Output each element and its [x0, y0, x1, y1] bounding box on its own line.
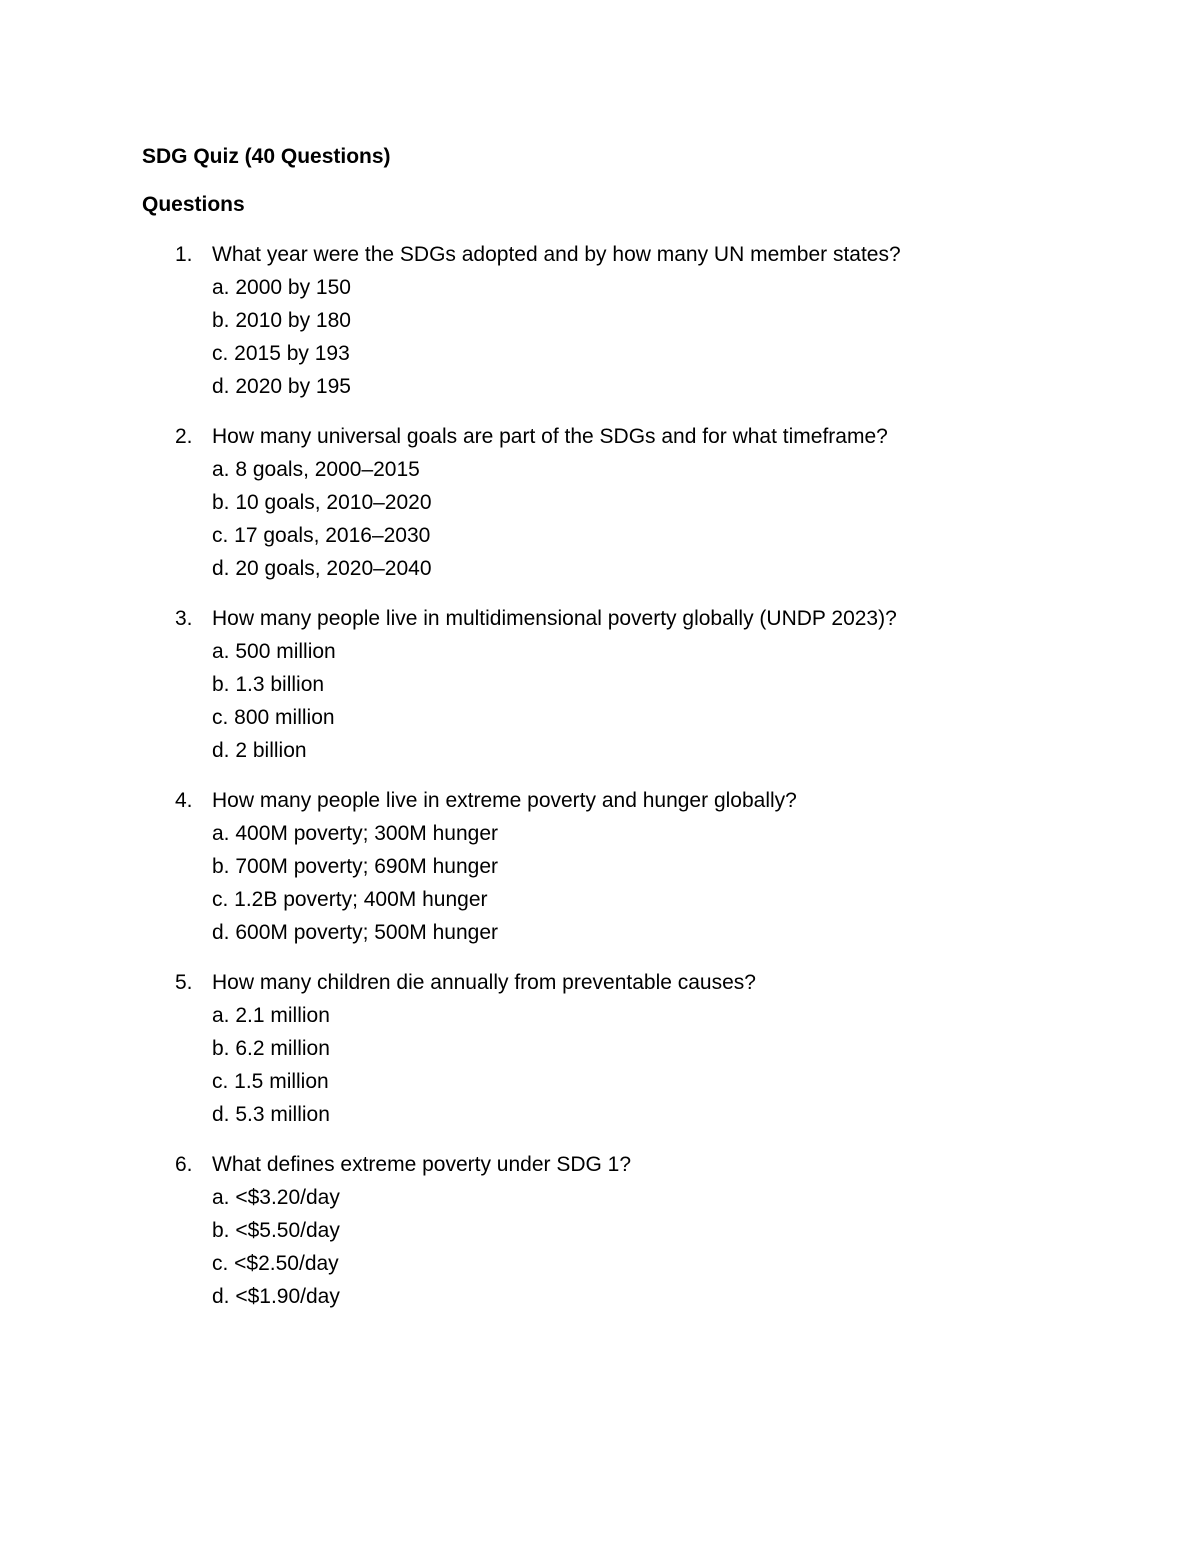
- question-text: What year were the SDGs adopted and by how many UN member states?: [212, 243, 901, 266]
- question-number: 3.: [175, 607, 193, 630]
- option-c: c. 800 million: [212, 706, 335, 729]
- option-b: b. 1.3 billion: [212, 673, 325, 696]
- question-text: What defines extreme poverty under SDG 1?: [212, 1153, 632, 1176]
- question-item: [0, 424, 1100, 582]
- question-number: 5.: [175, 971, 193, 994]
- question-line: [0, 788, 1100, 814]
- option-b: b. 700M poverty; 690M hunger: [212, 855, 499, 878]
- question-number: 6.: [175, 1153, 193, 1176]
- question-text: How many universal goals are part of the SDGs and for what timeframe?: [212, 425, 888, 448]
- question-text: How many people live in multidimensional poverty globally (UNDP 2023)?: [212, 607, 897, 630]
- option-c: c. 1.5 million: [212, 1070, 329, 1093]
- option-a: a. 400M poverty; 300M hunger: [212, 822, 499, 845]
- option-list: [0, 1185, 1100, 1317]
- question-item: [0, 242, 1100, 400]
- option-d: d. 600M poverty; 500M hunger: [212, 921, 499, 944]
- question-line: [0, 1152, 1100, 1178]
- option-list: [0, 639, 1100, 771]
- option-d: d. 2020 by 195: [212, 375, 351, 398]
- option-d: d. <$1.90/day: [212, 1285, 340, 1308]
- option-b: b. <$5.50/day: [212, 1219, 340, 1242]
- option-list: [0, 1003, 1100, 1135]
- option-b: b. 10 goals, 2010–2020: [212, 491, 432, 514]
- option-list: [0, 821, 1100, 953]
- option-d: d. 2 billion: [212, 739, 307, 762]
- option-a: a. 2.1 million: [212, 1004, 330, 1027]
- section-heading: Questions: [142, 193, 245, 216]
- question-number: 1.: [175, 243, 193, 266]
- option-c: c. 1.2B poverty; 400M hunger: [212, 888, 488, 911]
- question-number: 4.: [175, 789, 193, 812]
- option-c: c. <$2.50/day: [212, 1252, 339, 1275]
- question-text: How many children die annually from preventable causes?: [212, 971, 756, 994]
- question-line: [0, 970, 1100, 996]
- question-item: [0, 1152, 1100, 1310]
- question-line: [0, 606, 1100, 632]
- option-list: [0, 275, 1100, 407]
- option-c: c. 2015 by 193: [212, 342, 350, 365]
- option-b: b. 2010 by 180: [212, 309, 351, 332]
- question-item: [0, 606, 1100, 764]
- option-d: d. 20 goals, 2020–2040: [212, 557, 432, 580]
- question-item: [0, 788, 1100, 946]
- question-line: [0, 242, 1100, 268]
- option-d: d. 5.3 million: [212, 1103, 330, 1126]
- question-item: [0, 970, 1100, 1128]
- option-a: a. <$3.20/day: [212, 1186, 340, 1209]
- question-line: [0, 424, 1100, 450]
- option-a: a. 8 goals, 2000–2015: [212, 458, 420, 481]
- option-b: b. 6.2 million: [212, 1037, 330, 1060]
- option-a: a. 500 million: [212, 640, 336, 663]
- option-list: [0, 457, 1100, 589]
- page-title: SDG Quiz (40 Questions): [142, 145, 391, 168]
- option-c: c. 17 goals, 2016–2030: [212, 524, 431, 547]
- question-text: How many people live in extreme poverty and hunger globally?: [212, 789, 797, 812]
- question-number: 2.: [175, 425, 193, 448]
- option-a: a. 2000 by 150: [212, 276, 351, 299]
